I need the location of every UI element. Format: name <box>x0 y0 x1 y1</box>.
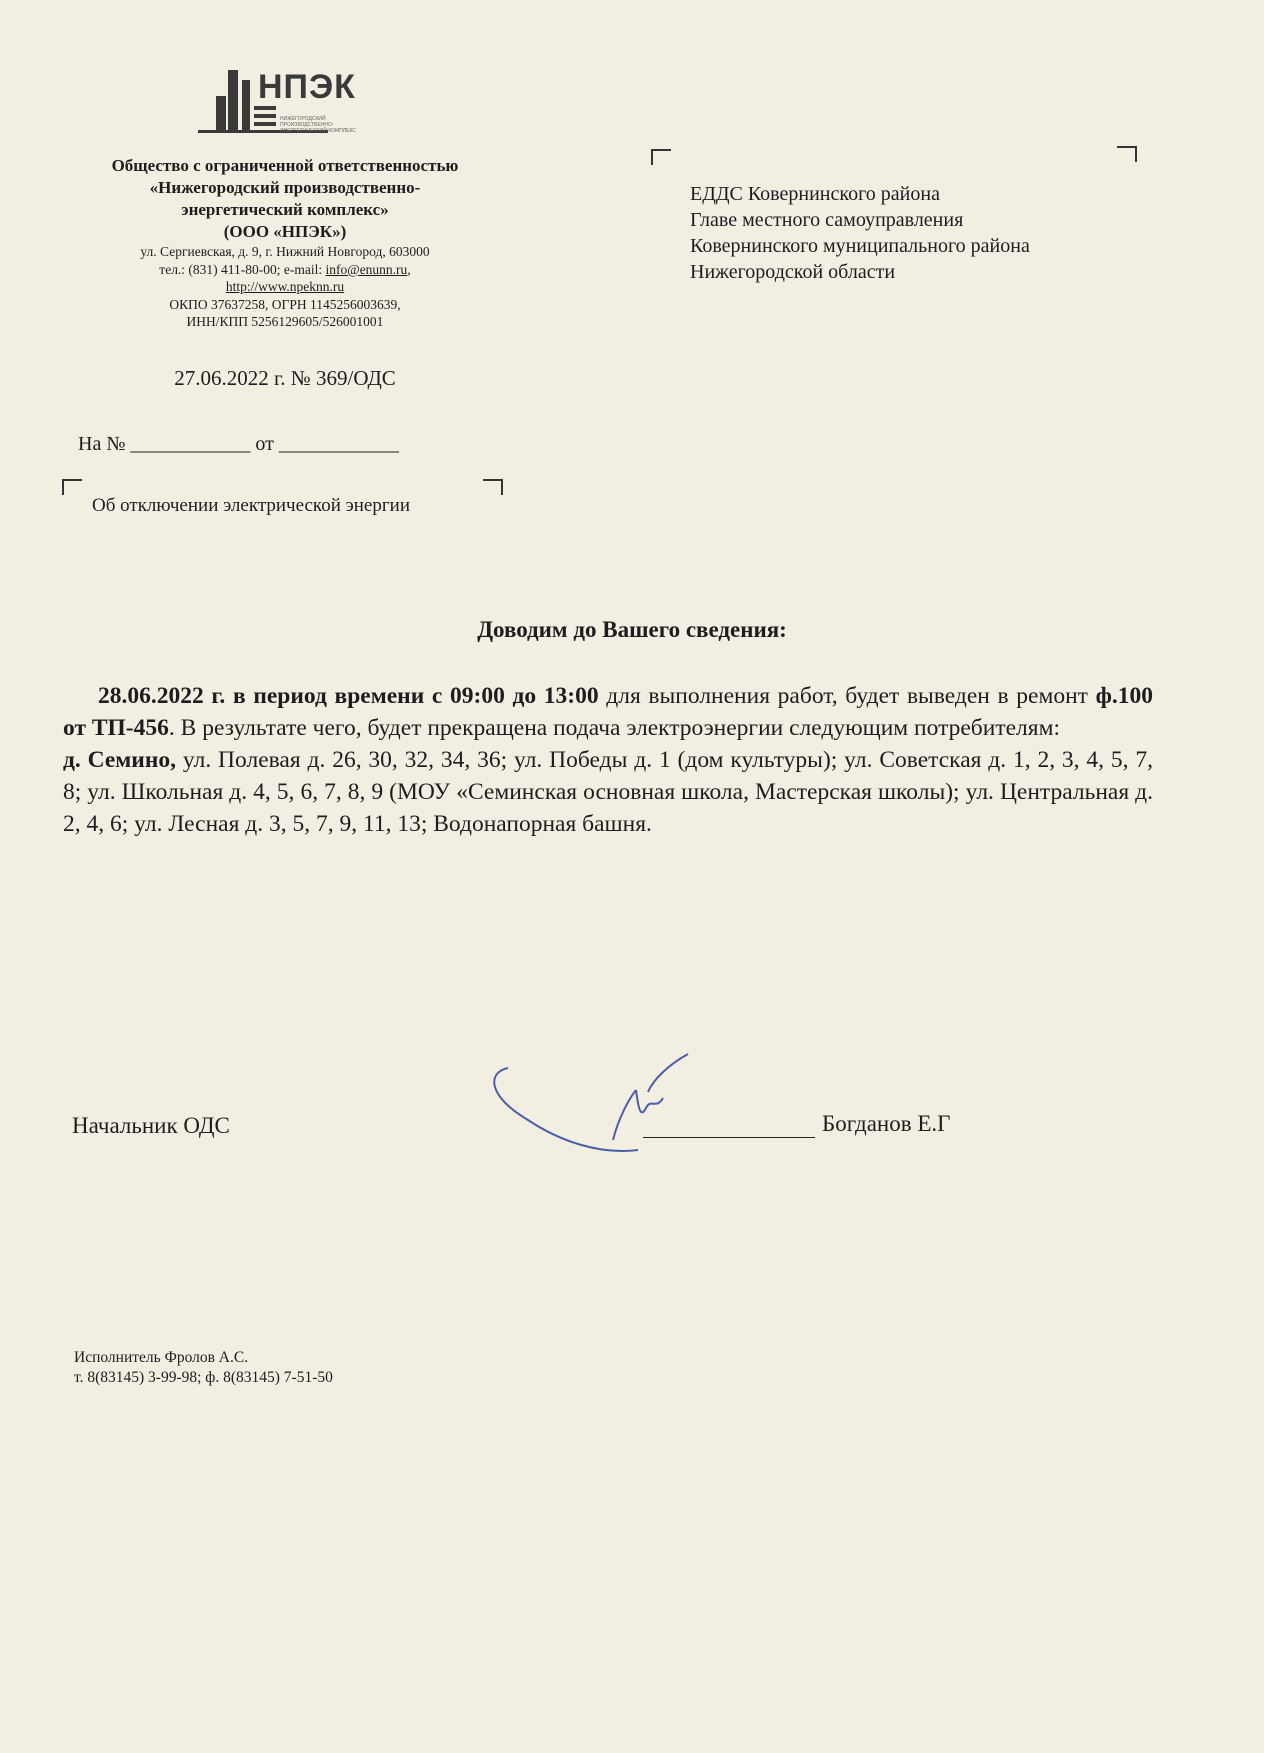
signer-name: Богданов Е.Г <box>822 1111 951 1136</box>
body-text-2: . В результате чего, будет прекращена подача электроэнергии следующим потребителям: <box>168 715 1060 741</box>
outage-date-time: 28.06.2022 г. в период времени с 09:00 до 13:00 <box>98 683 599 709</box>
feeder-id: ф.100 от ТП-456 <box>63 683 1153 741</box>
recipient-block <box>690 181 1030 285</box>
consumer-list: ул. Полевая д. 26, 30, 32, 34, 36; ул. Победы д. 1 (дом культуры); ул. Советская д. 1, 2, 3, 4, 5, 7, 8; ул. Школьная д. 4, 5, 6, 7, 8, 9 (МОУ «Семинская основная школа, Мастерская школы); ул. Центральная д. 2, 4, 6; ул. Лесная д. 3, 5, 7, 9, 11, 13; Водонапорная башня. <box>63 747 1153 837</box>
recipient-line-4: Нижегородской области <box>690 261 896 283</box>
sender-line-3: энергетический комплекс» <box>181 200 389 219</box>
recipient-line-2: Главе местного самоуправления <box>690 209 964 231</box>
recipient-line-3: Ковернинского муниципального района <box>690 235 1030 257</box>
handwritten-signature <box>488 1050 708 1160</box>
body-paragraph-2 <box>63 744 1153 840</box>
sender-phone-suffix: , <box>407 261 411 277</box>
sender-line-1: Общество с ограниченной ответственностью <box>111 156 459 175</box>
signature-line <box>643 1137 815 1138</box>
reference-line: На № ____________ от ____________ <box>78 433 399 455</box>
logo-subtext: НИЖЕГОРОДСКИЙ ПРОИЗВОДСТВЕННО-ЭНЕРГЕТИЧЕСКИЙ КОМПЛЕКС <box>280 116 356 134</box>
body-text-1: для выполнения работ, будет выведен в ремонт <box>598 683 1096 709</box>
executor-name: Исполнитель Фролов А.С. <box>74 1349 249 1366</box>
recipient-corner-left <box>651 149 671 165</box>
signer-title: Начальник ОДС <box>72 1113 230 1138</box>
sender-inn: ИНН/КПП 5256129605/526001001 <box>186 314 384 329</box>
sender-line-4: (ООО «НПЭК») <box>223 222 347 241</box>
document-subject: Об отключении электрической энергии <box>92 495 410 516</box>
subject-corner-left <box>62 479 82 495</box>
body-text <box>63 680 1153 840</box>
executor-phone: т. 8(83145) 3-99-98; ф. 8(83145) 7-51-50 <box>74 1369 333 1386</box>
body-heading: Доводим до Вашего сведения: <box>477 617 787 642</box>
village-name: д. Семино, <box>63 747 177 773</box>
sender-address: ул. Сергиевская, д. 9, г. Нижний Новгород, 603000 <box>140 244 430 259</box>
document-date-number: 27.06.2022 г. № 369/ОДС <box>174 366 396 390</box>
sender-email-link[interactable]: info@enunn.ru <box>325 261 408 277</box>
sender-block <box>50 155 520 331</box>
subject-corner-right <box>483 479 503 495</box>
sender-contacts <box>50 261 520 279</box>
sender-website-link[interactable]: http://www.npeknn.ru <box>225 279 345 294</box>
executor-block <box>74 1348 333 1388</box>
sender-okpo: ОКПО 37637258, ОГРН 1145256003639, <box>169 296 401 312</box>
company-logo <box>198 66 368 138</box>
logo-text: НПЭК <box>258 68 356 106</box>
recipient-line-1: ЕДДС Ковернинского района <box>690 183 940 205</box>
body-paragraph-1 <box>63 680 1153 744</box>
recipient-corner-right <box>1117 146 1137 162</box>
sender-line-2: «Нижегородский производственно- <box>149 178 421 197</box>
sender-phone: тел.: (831) 411-80-00; e-mail: <box>159 261 326 277</box>
